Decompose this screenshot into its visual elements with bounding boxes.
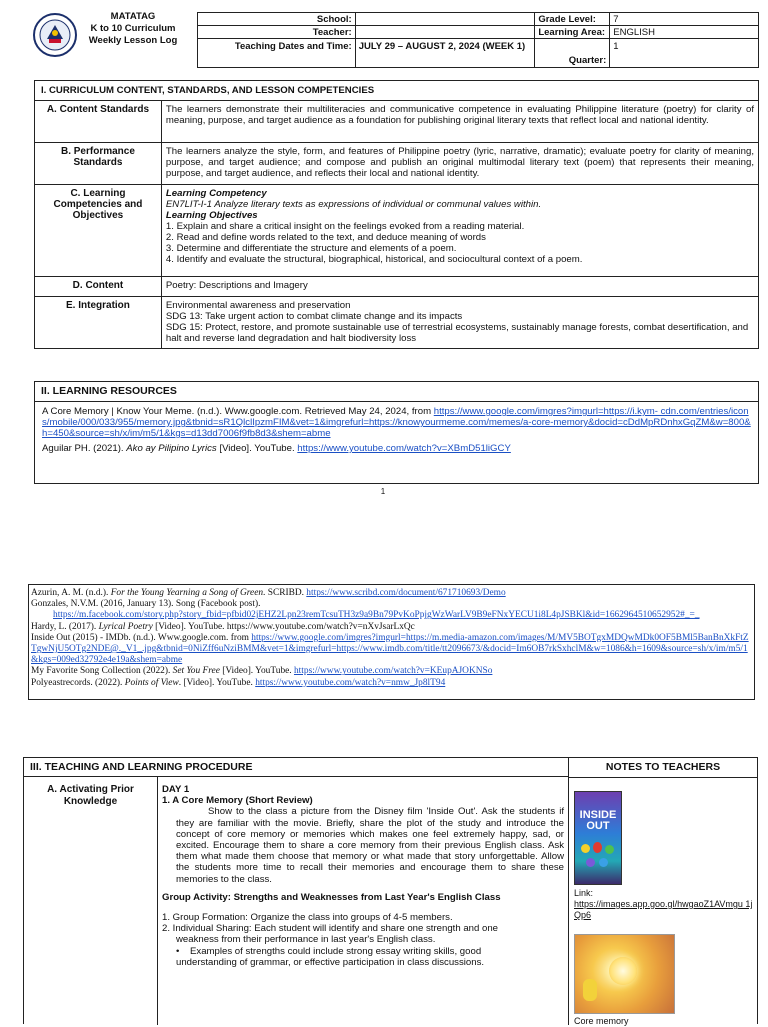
ref1-text: A Core Memory | Know Your Meme. (n.d.). Www.google.com. Retrieved May 24, 2024, from [42,406,434,417]
org-name: MATATAG [110,11,156,22]
ref-insideout [31,633,752,667]
hardy-rest: [Video]. YouTube. https://www.youtube.com/watch?v=nXvJsarLxQc [152,621,415,632]
link-label: Link: [574,888,594,898]
curriculum-name: K to 10 Curriculum [90,23,176,34]
grade-value: 7 [610,13,759,26]
integration-line: Environmental awareness and preservation [165,300,351,311]
section2-title: II. LEARNING RESOURCES [35,382,758,402]
dates-value: JULY 29 – AUGUST 2, 2024 (WEEK 1) [355,39,535,68]
step-1: 1. Group Formation: Organize the class into groups of 4-5 members. [162,912,453,924]
ref2-mid: [Video]. YouTube. [216,443,298,454]
quarter-value: 1 [610,39,759,68]
bullet-text-a: Examples of strengths could include strong essay writing skills, good [190,945,482,957]
competency-heading: Learning Competency [165,188,267,199]
deped-seal [33,13,77,57]
activity1-title: 1. A Core Memory (Short Review) [162,795,313,807]
integration-line: SDG 15: Protect, restore, and promote sustainable use of terrestrial ecosystems, sustainably manage forests, combat desertification, and halt and reverse land degradation and halt biodiversity loss [165,322,749,344]
insideout-link[interactable]: https://www.google.com/imgres?imgurl=https://m.media-amazon.com/images/M/MV5BOTgxMDQwMDk0OF5BMl5BanBnXkFtZTgwNjU5OTg2NDE@._V1_.jpg&tbnid=0NiZff6uNziBMM&vet=1&imgrefurl=https://www.imdb.com/title/tt2096673/&docid=Im6OB7rkSxhclM&w=1086&h=1609&source=sh/x/im/m5/1&kgs=009ed32792e4e19a&shem=abme [31,632,749,666]
dates-label: Teaching Dates and Time: [198,39,356,68]
resource-ref-2 [35,439,758,454]
section3-title: III. TEACHING AND LEARNING PROCEDURE [24,758,569,777]
bullet-text-b: understanding of grammar, or effective participation in class discussions. [176,956,485,968]
page2-references [28,584,755,700]
objectives-list [166,221,754,265]
section1-title: I. CURRICULUM CONTENT, STANDARDS, AND LESSON COMPETENCIES [35,81,759,101]
azurin-prefix: Azurin, A. M. (n.d.). [31,588,111,598]
integration-cell [161,297,758,349]
activating-content [158,777,569,1025]
song-prefix: My Favorite Song Collection (2022). [31,666,173,677]
area-label: Learning Area: [535,26,610,39]
insideout-text: Inside Out (2015) - IMDb. (n.d.). Www.google.com. from [31,632,252,643]
teacher-value [355,26,535,39]
content-standards-label: A. Content Standards [35,101,162,143]
hardy-prefix: Hardy, L. (2017). [31,621,99,632]
page-number: 1 [380,487,386,496]
step-2a: 2. Individual Sharing: Each student will identify and share one strength and one [162,923,499,935]
core-memory-image [574,934,675,1014]
ref-poly [31,678,752,689]
azurin-title: For the Young Yearning a Song of Green [110,588,264,598]
integration-label: E. Integration [35,297,162,349]
quarter-label: Quarter: [535,39,610,68]
ref2-prefix: Aguilar PH. (2021). [42,443,127,454]
group-activity-title: Group Activity: Strengths and Weaknesses from Last Year's English Class [162,891,501,903]
gonzales-text: Gonzales, N.V.M. (2016, January 13). Song (Facebook post). [31,599,261,610]
ref1-link[interactable]: https://www.google.com/imgres?imgurl=https://i.kym- cdn.com/entries/icons/mobile/000/033/955/memory.jpg&tbnid=sR1QlclIpzmFIM&vet=1&imgrefurl=https://knowyourmeme.com/memes/a-core-memory&docid=cDdMpRDnhxGqZM&w=800&h=450&source=sh/x/im/m5/1&kgs=d13dd7006f9fb8d3&shem=abme [42,406,751,439]
day-label: DAY 1 [162,784,190,795]
objective-item: 4. Identify and evaluate the structural, biographical, historical, and sociocultural context of a poem. [165,254,583,265]
gonzales-link[interactable]: https://m.facebook.com/story.php?story_fbid=pfbid02jEHZ2Lpn23remTcsuTH3z9a9Bn79PvKoPpjgWzWarLV9B9eFNxYECU1i8L4pJSBKl&id=1662964510652952#_=_ [53,610,700,621]
competency-code: EN7LIT-I-1 Analyze literary texts as expressions of individual or communal values within. [165,199,542,210]
header-info-table [197,12,759,68]
resource-ref-1 [35,402,758,439]
objective-item: 2. Read and define words related to the text, and deduce meaning of words [165,232,486,243]
song-title: Set You Free [172,666,220,677]
bullet-strengths [162,946,564,968]
poly-title: Points of View [124,677,179,688]
learning-resources-section [34,381,759,484]
azurin-mid: . SCRIBD. [263,588,307,598]
teaching-procedure-section [23,757,758,1024]
curriculum-section [34,80,759,349]
bullet-dot: • [176,945,180,957]
area-value: ENGLISH [610,26,759,39]
objective-item: 3. Determine and differentiate the structure and elements of a poem. [165,243,457,254]
poly-prefix: Polyeastrecords. (2022). [31,677,125,688]
competencies-label: C. Learning Competencies and Objectives [35,185,162,277]
hardy-title: Lyrical Poetry [98,621,153,632]
notes-header: NOTES TO TEACHERS [569,758,757,778]
ref-azurin [31,588,752,599]
ref2-link[interactable]: https://www.youtube.com/watch?v=XBmD51liGCY [297,443,511,454]
objective-item: 1. Explain and share a critical insight on the feelings evoked from a reading material. [165,221,525,232]
ref-gonzales-link-row [31,610,752,621]
content-text: Poetry: Descriptions and Imagery [161,277,758,297]
poly-mid: . [Video]. YouTube. [178,677,256,688]
ref2-title: Ako ay Pilipino Lyrics [126,443,217,454]
activity1-text: Show to the class a picture from the Disney film 'Inside Out'. Ask the students if they are familiar with the movie. Briefly, share the plot of the study and introduce the concept of core memory or memories which makes one feel extremely happy, sad, or excited. Encourage them to share a core memory from their previous English class. Ask them what made them choose that memory or what made that story unforgettable. Allow the students more time to recall their memories and encourage them to share these memories to the class. [176,806,564,885]
step-2b: weakness from their performance in last year's English class. [176,934,436,946]
teacher-label: Teacher: [198,26,356,39]
notes-image-link[interactable]: https://images.app.goo.gl/hwgaoZ1AVmgu 1jQp6 [574,899,753,920]
ref-hardy [31,622,752,633]
grade-label: Grade Level: [535,13,610,26]
school-label: School: [198,13,356,26]
notes-column [569,777,757,1025]
competencies-cell [161,185,758,277]
header-title-block [78,11,188,47]
ref-gonzales [31,599,752,610]
school-value [355,13,535,26]
objectives-heading: Learning Objectives [165,210,258,221]
azurin-link[interactable]: https://www.scribd.com/document/671710693/Demo [306,588,506,598]
performance-standards-text: The learners analyze the style, form, and features of Philippine poetry (lyric, narrative, dramatic); evaluate poetry for clarity of meaning, purpose, and target audience; and compose and publish an original multimodal literary text (poem) that represents their meaning, purpose, and target audience, and reflects their local and national identity. [161,143,758,185]
integration-line: SDG 13: Take urgent action to combat climate change and its impacts [165,311,463,322]
poly-link[interactable]: https://www.youtube.com/watch?v=nmw_Jp8lT94 [255,677,446,688]
core-memory-caption: Core memory [574,1016,629,1026]
song-mid: [Video]. YouTube. [219,666,294,677]
inside-out-poster [574,791,622,885]
log-title: Weekly Lesson Log [88,35,178,46]
content-label: D. Content [35,277,162,297]
poster-title: INSIDE OUT [579,809,617,832]
ref-song [31,666,752,677]
performance-standards-label: B. Performance Standards [35,143,162,185]
content-standards-text: The learners demonstrate their multiliteracies and communicative competence in evaluating Philippine literature (poetry) for clarity of meaning, purpose, and target audience as a foundation for publishing original literary texts that reflect local and national identity. [161,101,758,143]
song-link[interactable]: https://www.youtube.com/watch?v=KEupAJOKNSo [293,666,493,677]
activating-label: A. Activating Prior Knowledge [24,777,158,1025]
